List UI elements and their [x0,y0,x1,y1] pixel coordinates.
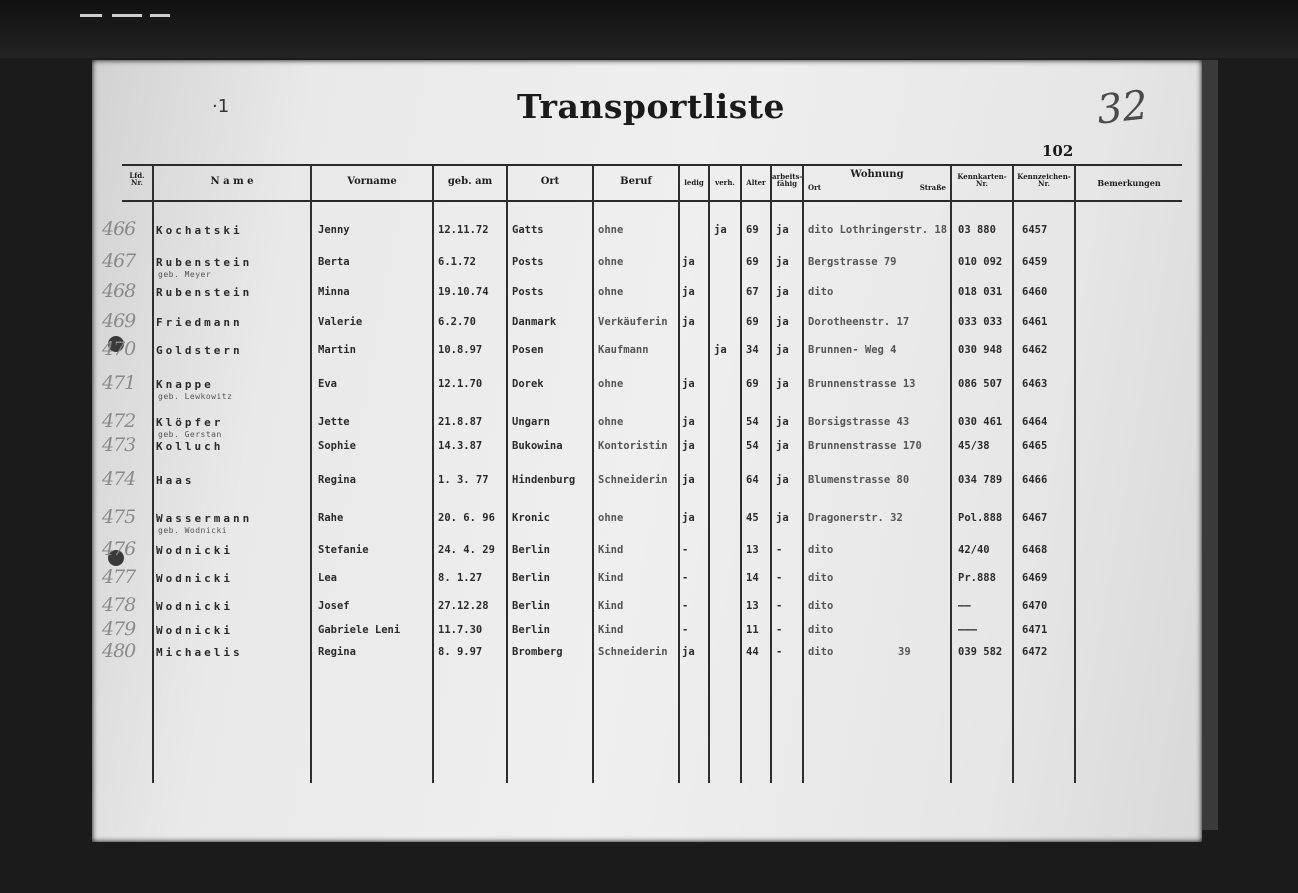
cell-ort: Berlin [512,600,550,612]
cell-geb: 1. 3. 77 [438,474,489,486]
cell-name: Friedmann [156,316,243,329]
cell-beruf: ohne [598,512,624,524]
cell-kennkarte: ——— [958,624,977,636]
cell-kennzeichen: 6470 [1022,600,1048,612]
cell-name: Rubenstein [156,256,253,269]
cell-alter: 64 [746,474,759,486]
cell-beruf: ohne [598,416,624,428]
cell-lfd-nr: 475 [102,506,136,528]
cell-beruf: Schneiderin [598,646,668,658]
cell-lfd-nr: 478 [102,594,136,616]
cell-beruf: Kind [598,600,624,612]
cell-ledig: - [682,600,689,612]
scan-mark [80,14,102,17]
cell-kennkarte: Pr.888 [958,572,996,584]
cell-kennzeichen: 6471 [1022,624,1048,636]
cell-beruf: Kontoristin [598,440,668,452]
col-rule [708,165,710,783]
cell-beruf: Verkäuferin [598,316,668,328]
table-top-rule [122,164,1182,166]
cell-wohnung: dito [808,544,834,556]
cell-ort: Berlin [512,544,550,556]
cell-wohnung: Brunnenstrasse 170 [808,440,922,452]
cell-ledig: ja [682,474,695,486]
cell-kennzeichen: 6466 [1022,474,1048,486]
cell-beruf: ohne [598,378,624,390]
cell-ort: Dorek [512,378,544,390]
cell-arbeit: ja [776,256,789,268]
header-beruf: Beruf [620,176,652,187]
cell-alter: 13 [746,600,759,612]
scan-border [0,0,1298,58]
cell-wohnung: Borsigstrasse 43 [808,416,910,428]
cell-ledig: - [682,624,689,636]
cell-arbeit: ja [776,474,789,486]
cell-kennzeichen: 6467 [1022,512,1048,524]
cell-alter: 67 [746,286,759,298]
cell-name: Kolluch [156,440,224,453]
cell-kennkarte: 086 507 [958,378,1003,390]
cell-name: Haas [156,474,195,487]
cell-geb: 19.10.74 [438,286,489,298]
cell-name: Goldstern [156,344,243,357]
cell-ledig: ja [682,646,695,658]
cell-arbeit: ja [776,286,789,298]
cell-wohnung: dito [808,646,834,658]
cell-ort: Gatts [512,224,544,236]
cell-lfd-nr: 469 [102,310,136,332]
col-rule [152,165,154,783]
cell-ledig: ja [682,416,695,428]
corner-mark: ·1 [212,96,230,117]
cell-beruf: Kind [598,624,624,636]
cell-verh: ja [714,344,727,356]
cell-vorname: Jenny [318,224,350,236]
cell-arbeit: - [776,544,783,556]
cell-geb: 6.1.72 [438,256,476,268]
cell-ort: Danmark [512,316,557,328]
cell-kennkarte: 45/38 [958,440,990,452]
cell-beruf: ohne [598,256,624,268]
cell-alter: 13 [746,544,759,556]
cell-wohnung: dito Lothringerstr. 18 [808,224,948,236]
cell-geb: 6.2.70 [438,316,476,328]
cell-arbeit: ja [776,416,789,428]
cell-kennzeichen: 6461 [1022,316,1048,328]
cell-arbeit: ja [776,512,789,524]
cell-lfd-nr: 479 [102,618,136,640]
cell-geb: 8. 1.27 [438,572,483,584]
document-sheet [92,60,1202,842]
cell-arbeit: ja [776,440,789,452]
cell-kennzeichen: 6457 [1022,224,1048,236]
cell-kennzeichen: 6459 [1022,256,1048,268]
col-rule [802,165,804,783]
cell-lfd-nr: 480 [102,640,136,662]
cell-vorname: Valerie [318,316,363,328]
cell-alter: 54 [746,440,759,452]
film-edge [1200,60,1218,830]
header-kennkarten-nr: Kennkarten- Nr. [957,172,1007,189]
cell-geb: 11.7.30 [438,624,483,636]
cell-geb: 27.12.28 [438,600,489,612]
cell-vorname: Regina [318,646,356,658]
scan-mark [112,14,142,17]
cell-vorname: Regina [318,474,356,486]
cell-alter: 45 [746,512,759,524]
cell-geb: 24. 4. 29 [438,544,495,556]
cell-ledig: - [682,544,689,556]
cell-kennkarte: 010 092 [958,256,1003,268]
cell-name: Michaelis [156,646,243,659]
header-wohnung: Wohnung [850,169,904,180]
cell-beruf: Schneiderin [598,474,668,486]
cell-name: Wodnicki [156,544,233,557]
cell-lfd-nr: 477 [102,566,136,588]
cell-lfd-nr: 468 [102,280,136,302]
header-wohnung-strasse: Straße [919,183,946,192]
cell-lfd-nr: 470 [102,338,136,360]
cell-vorname: Rahe [318,512,344,524]
cell-lfd-nr: 476 [102,538,136,560]
cell-ort: Berlin [512,624,550,636]
header-lfd-nr: Lfd. Nr. [129,171,145,188]
col-rule [432,165,434,783]
document-title: Transportliste [516,87,786,126]
cell-name: Wodnicki [156,600,233,613]
cell-vorname: Josef [318,600,350,612]
cell-name: Knappe [156,378,214,391]
cell-geb: 8. 9.97 [438,646,483,658]
col-rule [770,165,772,783]
col-rule [740,165,742,783]
cell-kennzeichen: 6463 [1022,378,1048,390]
cell-lfd-nr: 472 [102,410,136,432]
cell-beruf: ohne [598,224,624,236]
cell-lfd-nr: 471 [102,372,136,394]
cell-lfd-nr: 467 [102,250,136,272]
cell-ledig: ja [682,378,695,390]
cell-vorname: Stefanie [318,544,369,556]
cell-ledig: ja [682,316,695,328]
cell-kennzeichen: 6464 [1022,416,1048,428]
cell-wohnung: Dragonerstr. 32 [808,512,903,524]
cell-ort: Berlin [512,572,550,584]
cell-lfd-nr: 474 [102,468,136,490]
cell-arbeit: ja [776,344,789,356]
cell-wohnung: dito [808,572,834,584]
col-rule [592,165,594,783]
cell-name-note: geb. Wodnicki [158,526,228,535]
cell-arbeit: ja [776,224,789,236]
cell-name-note: geb. Gerstan [158,430,222,439]
col-rule [506,165,508,783]
cell-kennkarte: 033 033 [958,316,1003,328]
cell-ledig: - [682,572,689,584]
cell-name-note: geb. Meyer [158,270,212,279]
cell-ort: Bukowina [512,440,563,452]
cell-kennzeichen: 6472 [1022,646,1048,658]
cell-kennzeichen: 6469 [1022,572,1048,584]
cell-wohnung: Dorotheenstr. 17 [808,316,910,328]
header-ledig: ledig [684,178,704,187]
cell-kennkarte: 018 031 [958,286,1003,298]
header-arbeitsfaehig: arbeits- fähig [772,172,803,189]
cell-wohnung: Bergstrasse 79 [808,256,897,268]
cell-ledig: ja [682,440,695,452]
cell-kennzeichen: 6465 [1022,440,1048,452]
cell-kennkarte: 030 948 [958,344,1003,356]
cell-geb: 12.1.70 [438,378,483,390]
col-rule [1074,165,1076,783]
cell-geb: 20. 6. 96 [438,512,495,524]
handwritten-page-number: 32 [1094,82,1151,134]
cell-geb: 21.8.87 [438,416,483,428]
cell-arbeit: ja [776,316,789,328]
cell-ledig: ja [682,256,695,268]
cell-vorname: Berta [318,256,350,268]
cell-vorname: Jette [318,416,350,428]
cell-alter: 69 [746,316,759,328]
cell-wohnung: dito [808,286,834,298]
cell-name: Wodnicki [156,624,233,637]
header-vorname: Vorname [347,176,397,187]
cell-kennzeichen: 6462 [1022,344,1048,356]
cell-ort: Hindenburg [512,474,576,486]
cell-vorname: Lea [318,572,337,584]
cell-name: Rubenstein [156,286,253,299]
cell-kennkarte: 034 789 [958,474,1003,486]
cell-arbeit: - [776,572,783,584]
cell-arbeit: - [776,624,783,636]
cell-kennzeichen: 6468 [1022,544,1048,556]
cell-alter: 14 [746,572,759,584]
cell-alter: 11 [746,624,759,636]
cell-wohnung: Blumenstrasse 80 [808,474,910,486]
cell-kennkarte: —— [958,600,971,612]
cell-name: Wodnicki [156,572,233,585]
cell-alter: 44 [746,646,759,658]
cell-vorname: Martin [318,344,356,356]
cell-ort: Posts [512,286,544,298]
cell-arbeit: - [776,600,783,612]
cell-wohnung: dito [808,624,834,636]
cell-alter: 69 [746,224,759,236]
cell-alter: 69 [746,256,759,268]
cell-alter: 34 [746,344,759,356]
cell-name-note: geb. Lewkowitz [158,392,233,401]
cell-verh: ja [714,224,727,236]
cell-beruf: ohne [598,286,624,298]
col-rule [678,165,680,783]
cell-kennkarte: 03 880 [958,224,996,236]
cell-kennkarte: 030 461 [958,416,1003,428]
cell-name: Klöpfer [156,416,224,429]
cell-ort: Posts [512,256,544,268]
header-bottom-rule [122,200,1182,202]
header-geb-am: geb. am [447,176,493,187]
cell-ledig: ja [682,512,695,524]
cell-ledig: ja [682,286,695,298]
cell-ort: Bromberg [512,646,563,658]
cell-beruf: Kind [598,572,624,584]
header-kennzeichen-nr: Kennzeichen- Nr. [1017,172,1071,189]
cell-kennkarte: 039 582 [958,646,1003,658]
col-rule [950,165,952,783]
cell-lfd-nr: 466 [102,218,136,240]
cell-ort: Ungarn [512,416,550,428]
cell-ort: Kronic [512,512,550,524]
cell-arbeit: ja [776,378,789,390]
header-verh: verh. [715,178,735,187]
cell-geb: 10.8.97 [438,344,483,356]
cell-alter: 54 [746,416,759,428]
cell-geb: 14.3.87 [438,440,483,452]
page-number: 102 [1042,142,1074,160]
cell-kennzeichen: 6460 [1022,286,1048,298]
cell-wohnung: Brunnenstrasse 13 [808,378,916,390]
cell-lfd-nr: 473 [102,434,136,456]
cell-name: Wassermann [156,512,253,525]
cell-vorname: Sophie [318,440,356,452]
cell-arbeit: - [776,646,783,658]
header-alter: Alter [746,178,766,187]
cell-vorname: Gabriele Leni [318,624,401,636]
cell-beruf: Kaufmann [598,344,649,356]
cell-name: Kochatski [156,224,243,237]
header-ort: Ort [540,176,560,187]
cell-kennkarte: 42/40 [958,544,990,556]
cell-vorname: Eva [318,378,337,390]
header-wohnung-ort: Ort [808,183,822,192]
cell-kennkarte: Pol.888 [958,512,1003,524]
header-name: N a m e [210,176,254,187]
cell-wohnung-nr: 39 [898,646,911,658]
cell-wohnung: dito [808,600,834,612]
cell-wohnung: Brunnen- Weg 4 [808,344,897,356]
col-rule [310,165,312,783]
cell-vorname: Minna [318,286,350,298]
col-rule [1012,165,1014,783]
cell-ort: Posen [512,344,544,356]
cell-geb: 12.11.72 [438,224,489,236]
cell-alter: 69 [746,378,759,390]
scan-mark [150,14,170,17]
cell-beruf: Kind [598,544,624,556]
header-bemerkungen: Bemerkungen [1097,178,1161,188]
